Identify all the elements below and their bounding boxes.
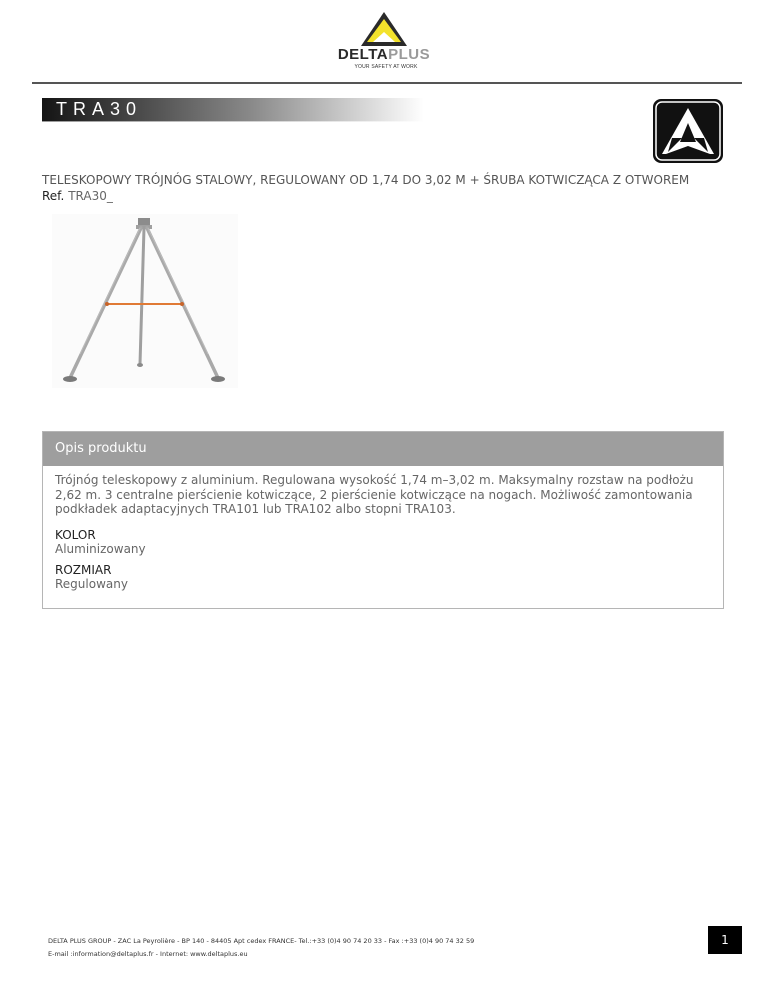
tripod-product-image <box>52 214 238 388</box>
logo-tagline: YOUR SAFETY AT WORK <box>354 64 418 70</box>
fall-arrest-category-icon <box>652 98 724 164</box>
logo-brand-dark: DELTA <box>337 46 389 63</box>
product-code-bar <box>42 98 424 122</box>
product-reference <box>42 189 113 203</box>
size-attribute-label: ROZMIAR <box>55 562 112 577</box>
delta-triangle-logo-icon <box>358 10 410 48</box>
product-code: TRA30 <box>56 99 143 119</box>
page-number: 1 <box>708 926 742 954</box>
logo-brand-light: PLUS <box>388 46 431 63</box>
product-description-panel <box>42 431 724 609</box>
ref-value: TRA30_ <box>68 189 113 203</box>
brand-logo <box>318 10 450 74</box>
product-subtitle: TELESKOPOWY TRÓJNÓG STALOWY, REGULOWANY OD 1,74 DO 3,02 M + ŚRUBA KOTWICZĄCA Z OTWOREM <box>42 173 690 187</box>
title-underline <box>42 121 424 122</box>
header-divider <box>32 82 742 84</box>
logo-wordmark <box>320 47 448 63</box>
size-attribute-value: Regulowany <box>55 576 128 591</box>
description-header: Opis produktu <box>43 432 723 466</box>
description-body <box>43 466 723 591</box>
ref-label: Ref. <box>42 189 65 203</box>
footer-contact: E-mail :information@deltaplus.fr - Internet: www.deltaplus.eu <box>48 950 248 958</box>
footer-address: DELTA PLUS GROUP - ZAC La Peyrolière - BP 140 - 84405 Apt cedex FRANCE- Tel.:+33 (0)4 90 74 20 33 - Fax :+33 (0)4 90 74 32 59 <box>48 937 475 945</box>
color-attribute-label: KOLOR <box>55 527 96 542</box>
color-attribute-value: Aluminizowany <box>55 541 146 556</box>
description-text: Trójnóg teleskopowy z aluminium. Regulowana wysokość 1,74 m–3,02 m. Maksymalny rozstaw na podłożu 2,62 m. 3 centralne pierścienie kotwiczące, 2 pierścienie kotwiczące na nogach. Możliwość zamontowania podkładek adaptacyjnych TRA101 lub TRA102 albo stopni TRA103. <box>55 473 694 516</box>
